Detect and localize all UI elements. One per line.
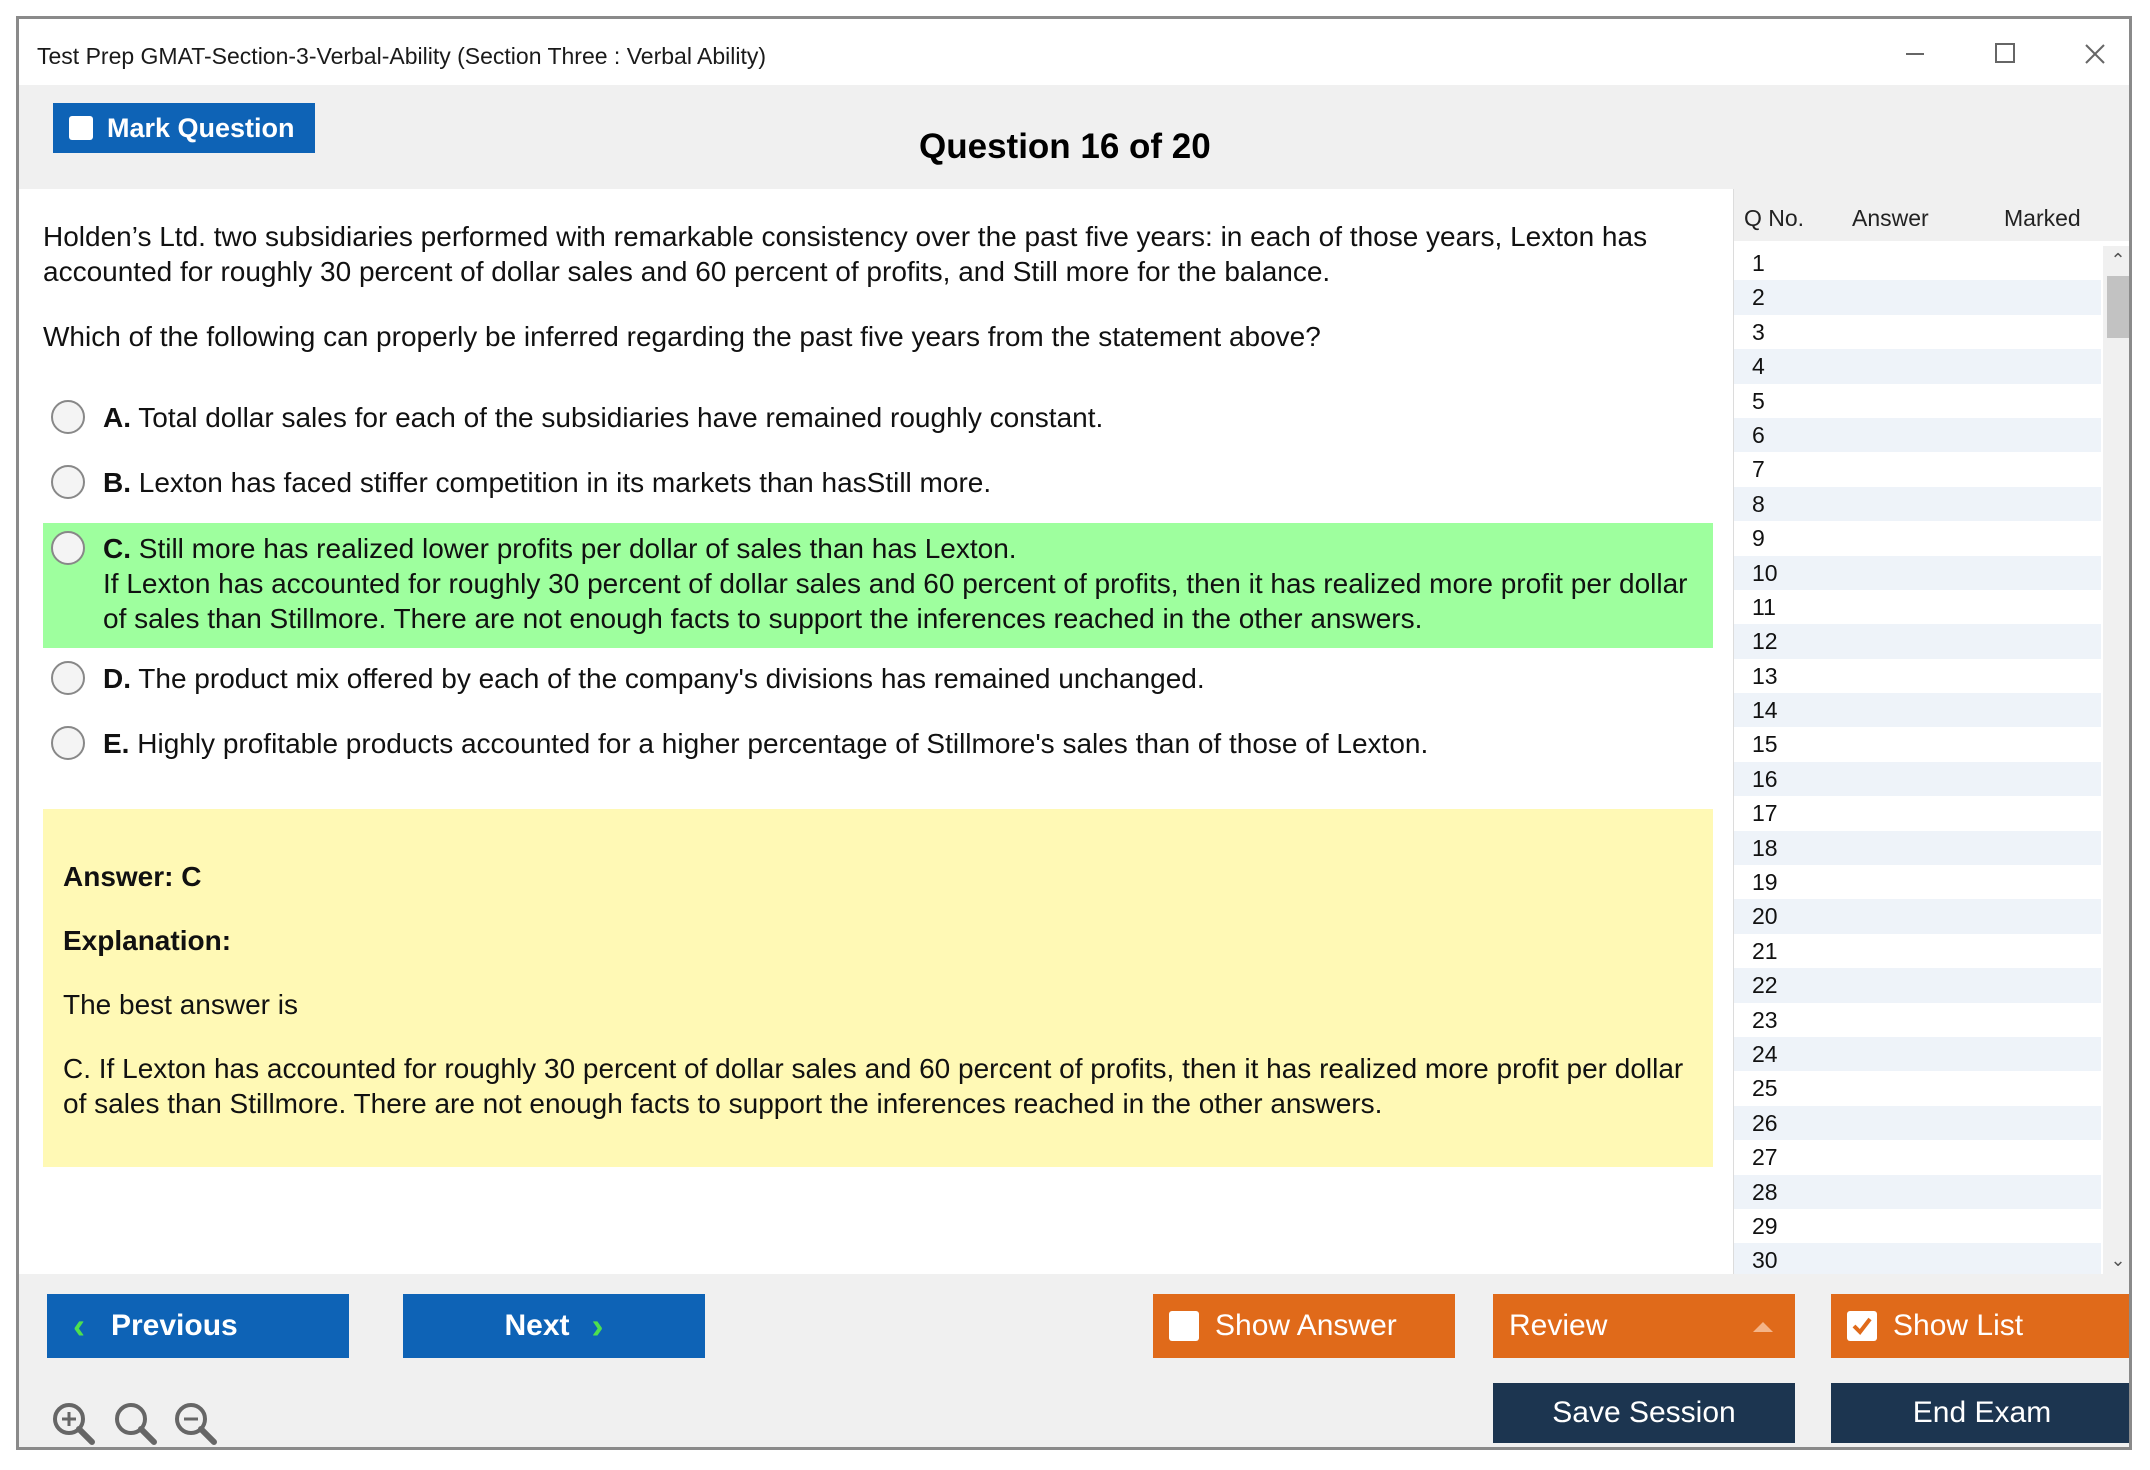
close-button[interactable] <box>2064 33 2124 73</box>
option-c-letter: C. <box>103 533 131 564</box>
title-bar <box>19 19 2129 85</box>
question-list-row[interactable]: 1 <box>1752 250 1765 276</box>
question-list-scrollbar[interactable] <box>2103 246 2132 1274</box>
option-a-radio[interactable] <box>51 400 85 434</box>
minimize-icon <box>1884 33 1944 73</box>
option-c[interactable] <box>43 523 1713 648</box>
option-c-radio[interactable] <box>51 531 85 565</box>
question-list-header <box>1734 189 2132 241</box>
question-list-row[interactable]: 9 <box>1752 525 1765 552</box>
show-list-button[interactable] <box>1831 1294 2132 1358</box>
question-panel <box>19 189 1733 1274</box>
question-list-row[interactable]: 23 <box>1752 1006 1778 1033</box>
show-answer-button[interactable] <box>1153 1294 1455 1358</box>
question-list-row[interactable]: 14 <box>1734 693 2101 727</box>
window-title: Test Prep GMAT-Section-3-Verbal-Ability (Section Three : Verbal Ability) <box>37 43 767 69</box>
question-stem: Holden’s Ltd. two subsidiaries performed with remarkable consistency over the past five years: in each of those years, Lexton has accounted for roughly 30 percent of dollar sales and 60 percent of profits, and Still more for the balance. <box>43 221 1648 287</box>
checkbox-icon <box>69 116 93 140</box>
checkbox-icon <box>1169 1311 1199 1341</box>
question-list-row[interactable]: 29 <box>1752 1212 1778 1239</box>
minimize-button[interactable] <box>1884 33 1944 73</box>
zoom-reset-icon <box>111 1399 159 1449</box>
question-list-row[interactable]: 13 <box>1752 662 1778 689</box>
option-d-letter: D. <box>103 663 131 694</box>
answer-label: Answer: C <box>63 861 202 892</box>
scroll-up-icon[interactable]: ⌃ <box>2110 250 2126 270</box>
end-exam-label: End Exam <box>1912 1396 2052 1429</box>
question-list-row[interactable]: 15 <box>1752 731 1778 758</box>
column-qno[interactable]: Q No. <box>1744 205 1805 231</box>
question-header <box>19 85 2129 189</box>
option-a[interactable] <box>43 400 1713 435</box>
question-list-row[interactable]: 3 <box>1752 318 1765 345</box>
question-list-row[interactable]: 24 <box>1734 1037 2101 1071</box>
question-list-row[interactable]: 19 <box>1752 869 1778 896</box>
option-e-text: Highly profitable products accounted for a higher percentage of Stillmore's sales than of those of Lexton. <box>137 728 1429 759</box>
scroll-thumb[interactable] <box>2107 276 2129 338</box>
mark-question-label: Mark Question <box>107 112 295 143</box>
question-list-row[interactable]: 18 <box>1734 831 2101 865</box>
next-button[interactable] <box>403 1294 705 1358</box>
option-c-explanation: If Lexton has accounted for roughly 30 percent of dollar sales and 60 percent of profits, then it has realized more profit per dollar of sales than Stillmore. There are not enough facts to support the inferences reached in the other answers. <box>103 568 1688 634</box>
previous-button[interactable] <box>47 1294 349 1358</box>
question-list-row[interactable]: 20 <box>1734 899 2101 933</box>
option-b-text: Lexton has faced stiffer competition in its markets than hasStill more. <box>138 467 992 498</box>
question-title: Question 16 of 20 <box>919 127 1211 166</box>
question-list-panel <box>1733 189 2132 1274</box>
show-list-label: Show List <box>1893 1309 2024 1342</box>
end-exam-button[interactable] <box>1831 1383 2132 1443</box>
question-list-rows <box>1734 246 2101 1274</box>
zoom-in-button[interactable] <box>49 1399 97 1449</box>
review-button[interactable] <box>1493 1294 1795 1358</box>
option-a-text: Total dollar sales for each of the subsidiaries have remained roughly constant. <box>138 402 1104 433</box>
question-list-row[interactable]: 26 <box>1734 1106 2101 1140</box>
scroll-down-icon[interactable]: ⌄ <box>2110 1250 2126 1270</box>
question-list-row[interactable]: 10 <box>1734 556 2101 590</box>
option-c-text: Still more has realized lower profits per dollar of sales than has Lexton. <box>138 533 1017 564</box>
question-list-row[interactable]: 2 <box>1734 280 2101 314</box>
question-list-row[interactable]: 27 <box>1752 1144 1778 1171</box>
question-list-row[interactable]: 16 <box>1734 762 2101 796</box>
question-list-row[interactable]: 11 <box>1752 593 1776 620</box>
previous-label: Previous <box>111 1309 238 1342</box>
column-marked[interactable]: Marked <box>2004 205 2081 231</box>
close-icon <box>2064 33 2124 73</box>
chevron-left-icon: ‹ <box>73 1305 85 1346</box>
option-d[interactable] <box>43 661 1713 696</box>
question-list-row[interactable]: 22 <box>1734 968 2101 1002</box>
option-e-radio[interactable] <box>51 726 85 760</box>
chevron-right-icon: › <box>591 1305 604 1346</box>
option-a-letter: A. <box>103 402 131 433</box>
question-list-row[interactable]: 17 <box>1752 800 1778 827</box>
question-list-row[interactable]: 28 <box>1734 1175 2101 1209</box>
zoom-reset-button[interactable] <box>111 1399 159 1449</box>
option-e[interactable] <box>43 726 1713 761</box>
option-d-radio[interactable] <box>51 661 85 695</box>
zoom-out-icon <box>171 1399 219 1449</box>
caret-up-icon <box>1753 1322 1773 1332</box>
question-list-row[interactable]: 25 <box>1752 1075 1778 1102</box>
question-list-row[interactable]: 6 <box>1734 418 2101 452</box>
question-list-row[interactable]: 8 <box>1734 487 2101 521</box>
option-d-text: The product mix offered by each of the company's divisions has remained unchanged. <box>138 663 1205 694</box>
show-answer-label: Show Answer <box>1215 1309 1397 1342</box>
zoom-in-icon <box>49 1399 97 1449</box>
footer-toolbar <box>19 1274 2129 1447</box>
question-list-row[interactable]: 7 <box>1752 456 1765 483</box>
explanation-lead: The best answer is <box>63 989 298 1020</box>
question-list-row[interactable]: 21 <box>1752 937 1778 964</box>
explanation-body: C. If Lexton has accounted for roughly 30 percent of dollar sales and 60 percent of profits, then it has realized more profit per dollar of sales than Stillmore. There are not enough facts to support the inferences reached in the other answers. <box>63 1053 1684 1119</box>
option-b-letter: B. <box>103 467 131 498</box>
save-session-label: Save Session <box>1552 1396 1736 1429</box>
question-list-row[interactable]: 4 <box>1734 349 2101 383</box>
maximize-icon <box>1974 33 2034 73</box>
maximize-button[interactable] <box>1974 33 2034 73</box>
save-session-button[interactable] <box>1493 1383 1795 1443</box>
review-label: Review <box>1509 1309 1608 1342</box>
app-window <box>16 16 2132 1450</box>
explanation-label: Explanation: <box>63 925 232 956</box>
option-b[interactable] <box>43 465 1713 500</box>
mark-question-button[interactable] <box>53 103 315 153</box>
column-answer[interactable]: Answer <box>1852 205 1929 231</box>
option-b-radio[interactable] <box>51 465 85 499</box>
question-list-row[interactable]: 12 <box>1734 624 2101 658</box>
question-prompt: Which of the following can properly be inferred regarding the past five years from the statement above? <box>43 321 1321 352</box>
question-list-row[interactable]: 5 <box>1752 387 1765 414</box>
next-label: Next <box>504 1309 570 1342</box>
answer-explanation-box <box>43 809 1713 1167</box>
checked-checkbox-icon <box>1847 1311 1877 1341</box>
question-list-row[interactable]: 30 <box>1734 1243 2101 1274</box>
zoom-out-button[interactable] <box>171 1399 219 1449</box>
option-e-letter: E. <box>103 728 130 759</box>
